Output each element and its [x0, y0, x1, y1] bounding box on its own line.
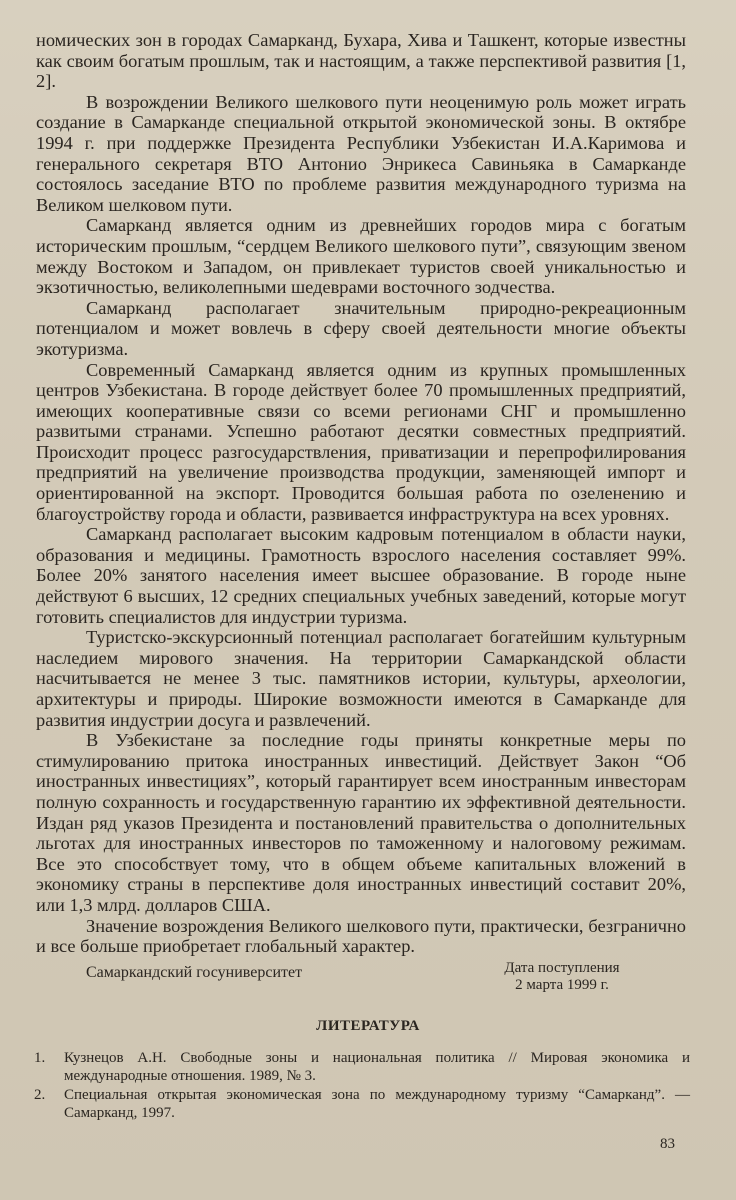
paragraph: В возрождении Великого шелкового пути неоценимую роль может играть создание в Самарканде специальной открытой экономической зоны. В октябре 1994 г. при поддержке Президента Республики Узбекистан И.А.Каримова и генерального секретаря ВТО Антонио Энрикеса Савиньяка в Самарканде состоялось заседание ВТО по проблеме развития международного туризма на Великом шелковом пути.	[36, 91, 686, 215]
reference-text: Специальная открытая экономическая зона по международному туризму “Самарканд”. — Самарканд, 1997.	[64, 1087, 690, 1121]
page-number: 83	[660, 1136, 675, 1152]
paragraph: Значение возрождения Великого шелкового пути, практически, безгранично и все больше приобретает глобальный характер.	[36, 915, 686, 957]
paragraph: номических зон в городах Самарканд, Бухара, Хива и Ташкент, которые известны как своим богатым прошлым, так и настоящим, а также перспективой развития [1, 2].	[36, 30, 686, 92]
reference-list	[34, 1050, 690, 1124]
literature-heading: ЛИТЕРАТУРА	[316, 1018, 420, 1034]
reference-number: 2.	[34, 1087, 46, 1104]
paragraph: Современный Самарканд является одним из крупных промышленных центров Узбекистана. В городе действует более 70 промышленных предприятий, имеющих кооперативные связи со всеми регионами СНГ и промышленно развитыми странами. Успешно работают десятки совместных предприятий. Происходит процесс разгосударствления, приватизации и перепрофилирования предприятий на увеличение производства продукции, заменяющей импорт и ориентированной на экспорт. Проводится большая работа по озеленению и благоустройству города и области, развивается инфраструктура на всех уровнях.	[36, 359, 686, 524]
paragraph: Самарканд располагает высоким кадровым потенциалом в области науки, образования и медицины. Грамотность взрослого населения составляет 99%. Более 20% занятого населения имеет высшее образование. В городе ныне действуют 6 высших, 12 средних специальных учебных заведений, которые могут готовить специалистов для индустрии туризма.	[36, 524, 686, 627]
article-body	[36, 30, 686, 957]
paragraph: В Узбекистане за последние годы приняты конкретные меры по стимулированию притока иностранных инвестиций. Действует Закон “Об иностранных инвестициях”, который гарантирует всем иностранным инвесторам полную сохранность и государственную гарантию их эффективной деятельности. Издан ряд указов Президента и постановлений правительства о дополнительных льготах для иностранных инвесторов по таможенному и налоговому режимам. Все это способствует тому, что в общем объеме капитальных вложений в экономику страны в перспективе доля иностранных инвестиций составит 20%, или 1,3 млрд. долларов США.	[36, 730, 686, 915]
author-affiliation: Самаркандский госуниверситет	[86, 964, 303, 981]
paragraph: Туристско-экскурсионный потенциал располагает богатейшим культурным наследием мирового значения. На территории Самаркандской области насчитывается не менее 3 тыс. памятников истории, культуры, археологии, архитектуры и природы. Широкие возможности имеются в Самарканде для развития индустрии досуга и развлечений.	[36, 627, 686, 730]
reference-number: 1.	[34, 1050, 46, 1066]
paragraph: Самарканд является одним из древнейших городов мира с богатым историческим прошлым, “сердцем Великого шелкового пути”, связующим звеном между Востоком и Западом, он привлекает туристов своей уникальностью и экзотичностью, великолепными шедеврами восточного зодчества.	[36, 215, 686, 298]
received-date: 2 марта 1999 г.	[515, 977, 609, 993]
received-label: Дата поступления	[504, 960, 620, 976]
reference-text: Кузнецов А.Н. Свободные зоны и национальная политика // Мировая экономика и международные отношения. 1989, № 3.	[64, 1050, 690, 1084]
reference-item	[34, 1087, 690, 1122]
paragraph: Самарканд располагает значительным природно-рекреационным потенциалом и может вовлечь в сферу своей деятельности многие объекты экотуризма.	[36, 297, 686, 359]
received-date-block	[482, 960, 642, 994]
reference-item	[34, 1050, 690, 1085]
